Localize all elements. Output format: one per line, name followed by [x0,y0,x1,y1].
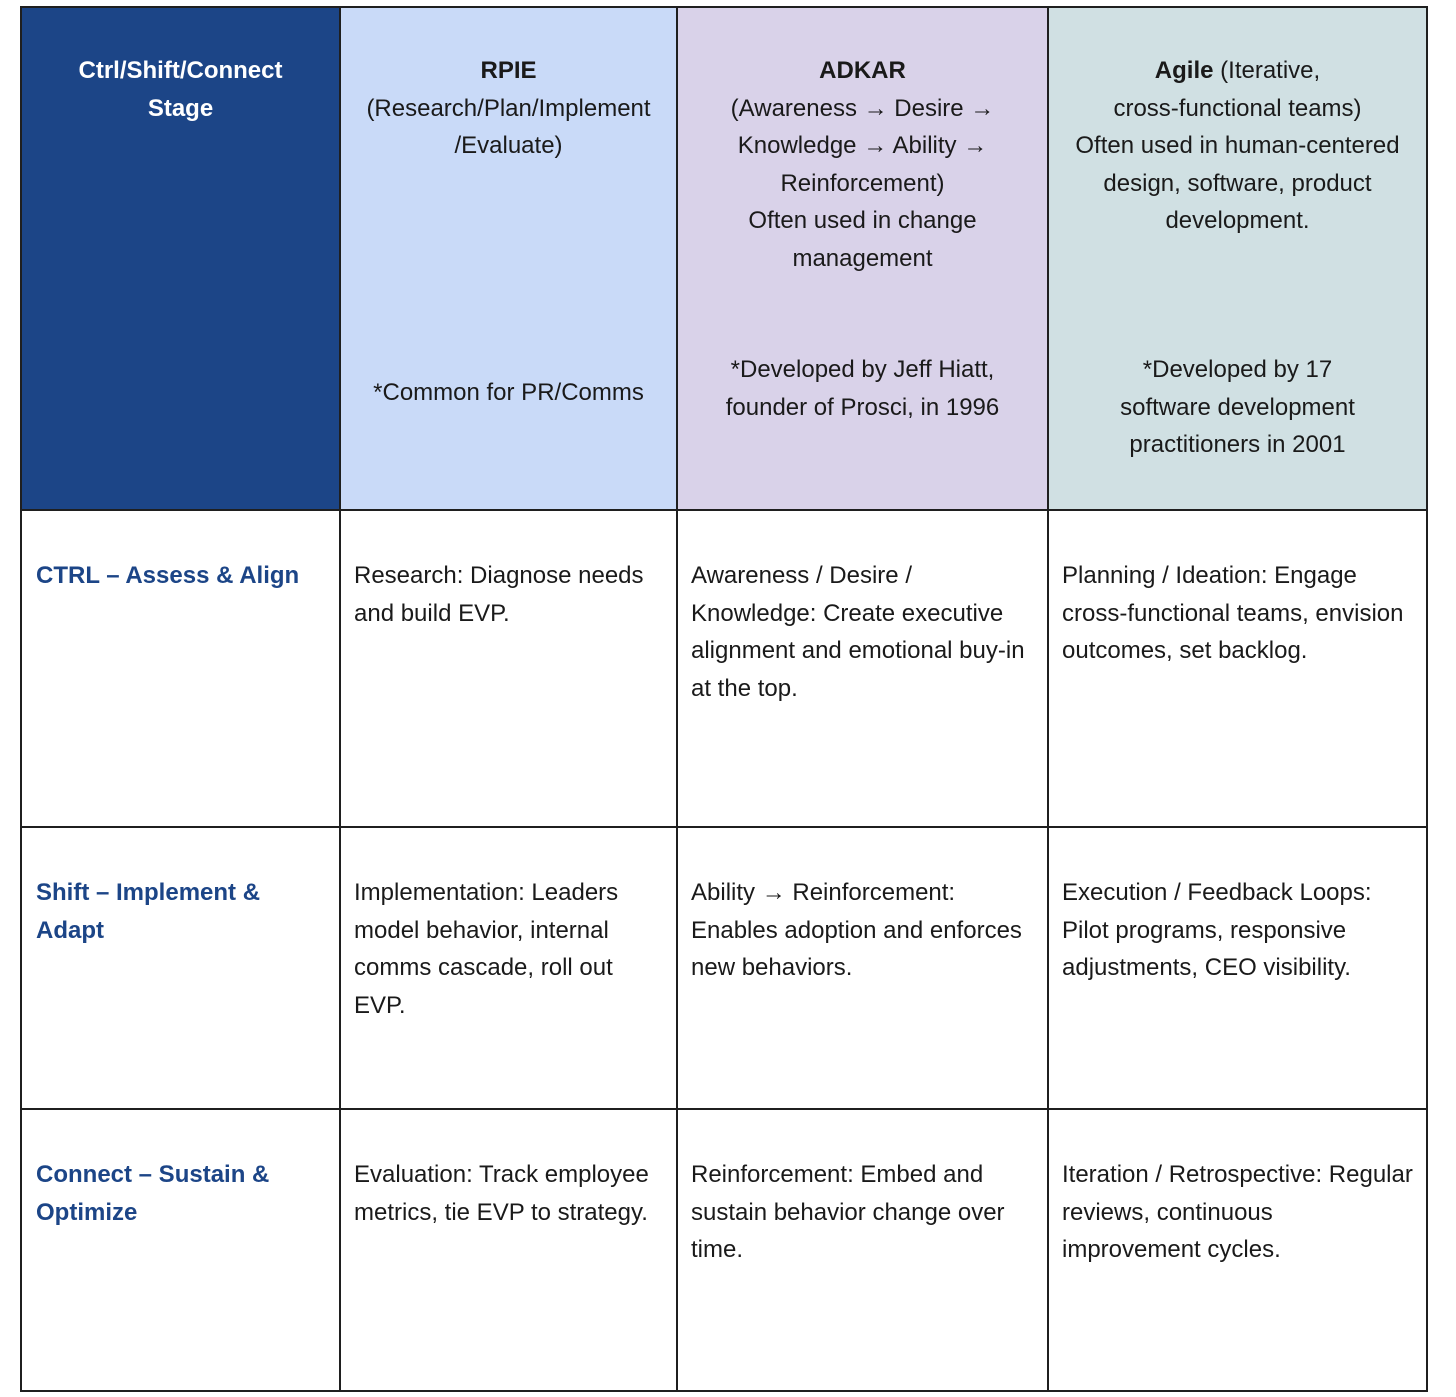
header-rpie [341,8,678,511]
row-ctrl-stage: CTRL – Assess & Align [22,511,341,828]
row-shift-adkar: Ability → Reinforcement: Enables adoption and enforces new behaviors. [678,828,1049,1110]
row-connect-rpie: Evaluation: Track employee metrics, tie EVP to strategy. [341,1110,678,1390]
row-connect-agile: Iteration / Retrospective: Regular reviews, continuous improvement cycles. [1049,1110,1426,1390]
header-adkar-line: Knowledge → Ability → [737,132,988,159]
header-agile-title-suffix: (Iterative, [1213,57,1321,84]
header-agile-line: cross-functional teams) [1113,94,1362,122]
header-adkar [678,8,1049,511]
header-adkar-line: Reinforcement) [780,169,945,197]
header-agile-note-line: software development [1120,393,1355,421]
header-adkar-line: management [792,244,933,272]
header-agile-note-line: practitioners in 2001 [1129,431,1346,458]
row-ctrl-adkar: Awareness / Desire / Knowledge: Create executive alignment and emotional buy-in at the top. [678,511,1049,828]
header-agile-title: Agile [1154,57,1214,84]
framework-comparison-table [20,6,1428,1392]
header-adkar-line: (Awareness → Desire → [730,94,995,122]
header-agile-line: design, software, product [1103,169,1372,197]
row-shift-agile: Execution / Feedback Loops: Pilot programs, responsive adjustments, CEO visibility. [1049,828,1426,1110]
header-adkar-note [678,351,1047,426]
header-agile-note [1049,351,1426,464]
header-stage-line1: Ctrl/Shift/Connect [78,57,283,84]
header-rpie-line: /Evaluate) [454,132,563,159]
row-connect-stage: Connect – Sustain & Optimize [22,1110,341,1390]
header-agile-note-line: *Developed by 17 [1142,356,1333,383]
header-rpie-title: RPIE [480,57,537,84]
row-shift-rpie: Implementation: Leaders model behavior, internal comms cascade, roll out EVP. [341,828,678,1110]
row-ctrl-rpie: Research: Diagnose needs and build EVP. [341,511,678,828]
row-shift-stage: Shift – Implement & Adapt [22,828,341,1110]
header-agile [1049,8,1426,511]
header-agile-line: development. [1165,207,1310,234]
header-agile-title-line [1057,52,1418,90]
row-connect-adkar: Reinforcement: Embed and sustain behavior change over time. [678,1110,1049,1390]
header-stage [22,8,341,511]
header-adkar-line: Often used in change [748,207,977,234]
header-agile-line: Often used in human-centered [1075,132,1400,159]
row-ctrl-agile: Planning / Ideation: Engage cross-functional teams, envision outcomes, set backlog. [1049,511,1426,828]
header-adkar-title: ADKAR [819,57,906,84]
header-stage-line2: Stage [147,94,214,122]
header-adkar-note-line: founder of Prosci, in 1996 [725,393,1000,421]
header-rpie-line: (Research/Plan/Implement [366,94,651,122]
header-rpie-note: *Common for PR/Comms [373,379,644,406]
header-adkar-note-line: *Developed by Jeff Hiatt, [730,356,995,383]
